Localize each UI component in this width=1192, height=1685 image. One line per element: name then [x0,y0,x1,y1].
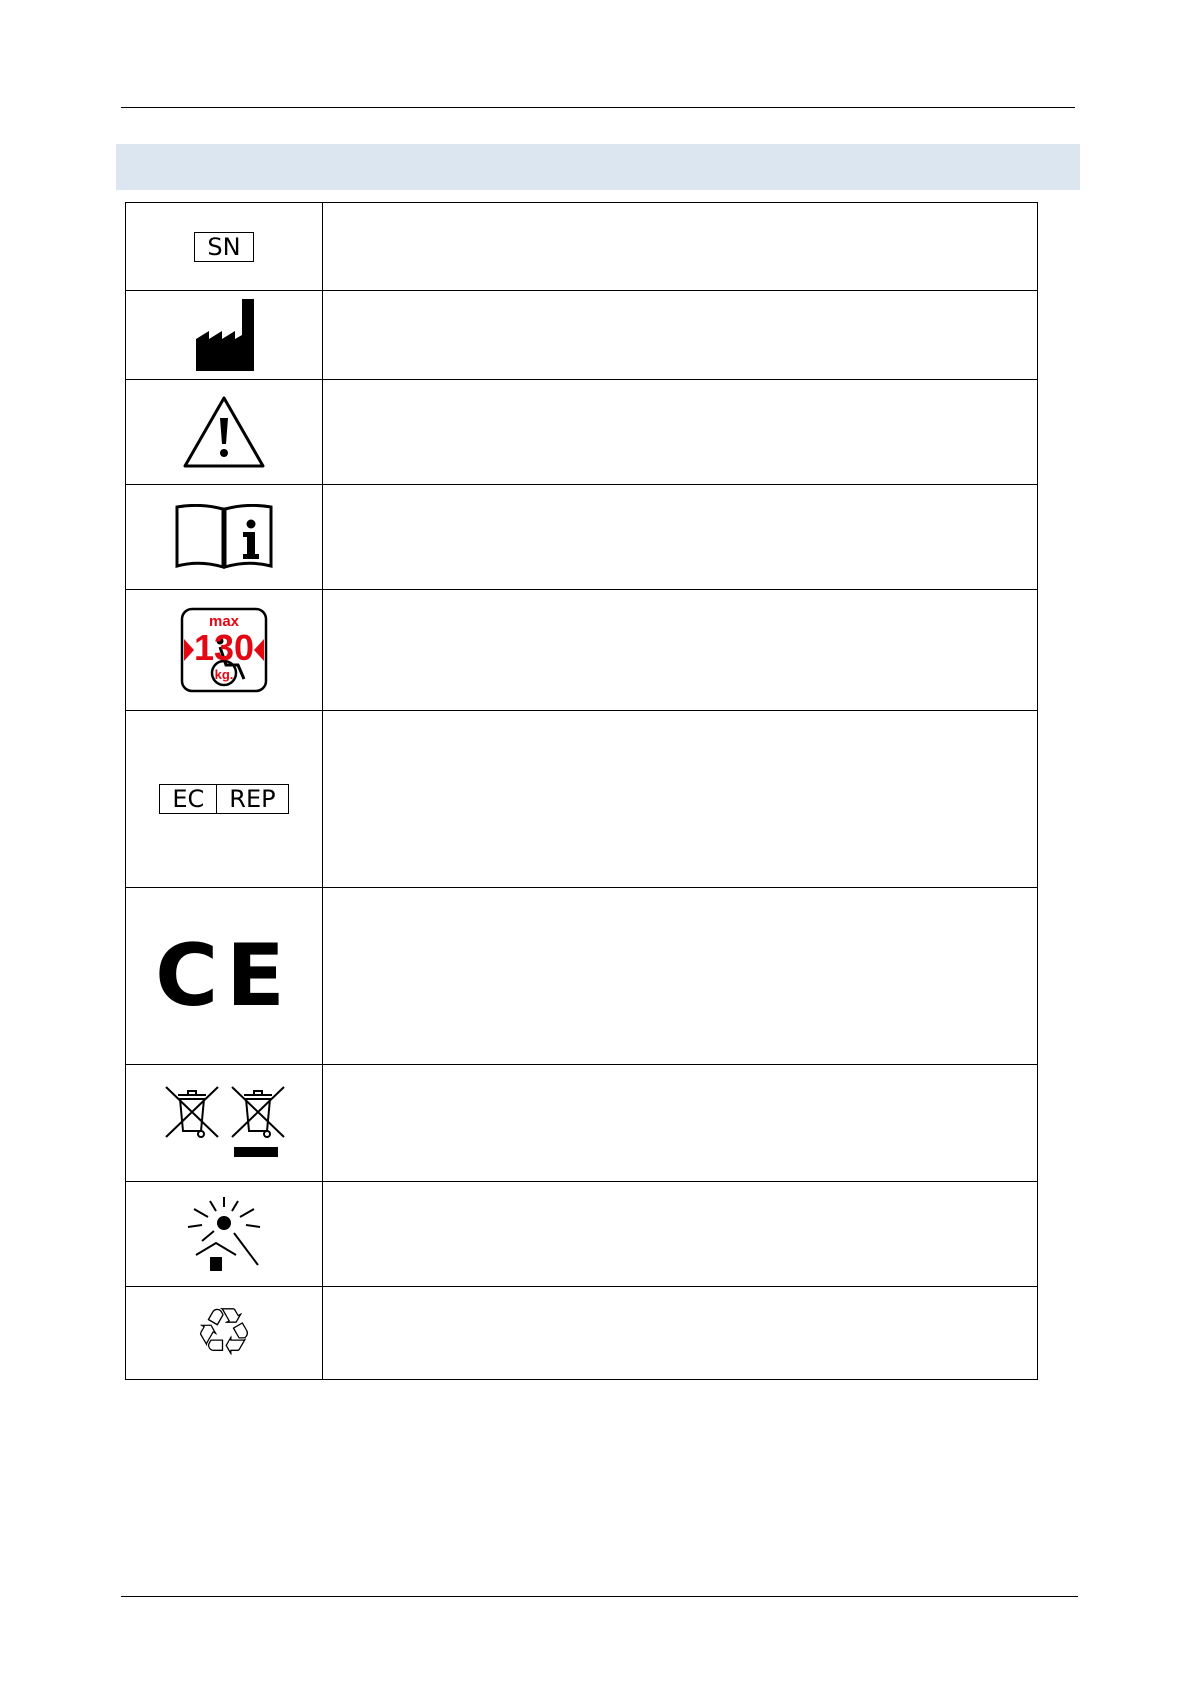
table-row [126,1182,1038,1287]
ce-description [323,888,1038,1065]
caution-description [323,380,1038,485]
section-header-band [116,144,1080,190]
factory-icon [192,299,256,371]
table-row [126,380,1038,485]
keep-away-from-sunlight-icon [186,1195,262,1273]
max-load-unit: kg. [214,667,234,682]
manufacturer-symbol-cell [126,291,323,380]
table-row [126,1287,1038,1380]
warning-triangle-icon [181,394,267,470]
table-row [126,888,1038,1065]
table-row [126,485,1038,590]
ce-symbol-cell [126,888,323,1065]
recycle-icon: ♲ [194,1294,254,1371]
max-label: max [208,613,240,630]
ce-mark-icon: CE [155,926,293,1026]
symbols-table [125,202,1038,1380]
ec-rep-description [323,711,1038,888]
recycle-symbol-cell [126,1287,323,1380]
ec-rep-icon: EC REP [159,784,288,814]
table-row [126,291,1038,380]
table-row [126,1065,1038,1182]
caution-symbol-cell [126,380,323,485]
ec-rep-symbol-cell [126,711,323,888]
header-rule [121,107,1075,108]
serial-number-icon: SN [194,232,253,262]
instructions-description [323,485,1038,590]
crossed-bin-icon [162,1085,286,1161]
sunlight-symbol-cell [126,1182,323,1287]
footer-rule [121,1596,1078,1597]
recycle-description [323,1287,1038,1380]
weee-description [323,1065,1038,1182]
manual-info-icon [174,504,274,570]
max-load-description [323,590,1038,711]
weee-symbol-cell [126,1065,323,1182]
table-row [126,203,1038,291]
instructions-symbol-cell [126,485,323,590]
max-load-icon [180,607,268,693]
sunlight-description [323,1182,1038,1287]
serial-number-description [323,203,1038,291]
manufacturer-description [323,291,1038,380]
max-load-value: 130 [193,627,255,668]
table-row [126,590,1038,711]
serial-number-symbol-cell [126,203,323,291]
max-load-symbol-cell [126,590,323,711]
table-row [126,711,1038,888]
